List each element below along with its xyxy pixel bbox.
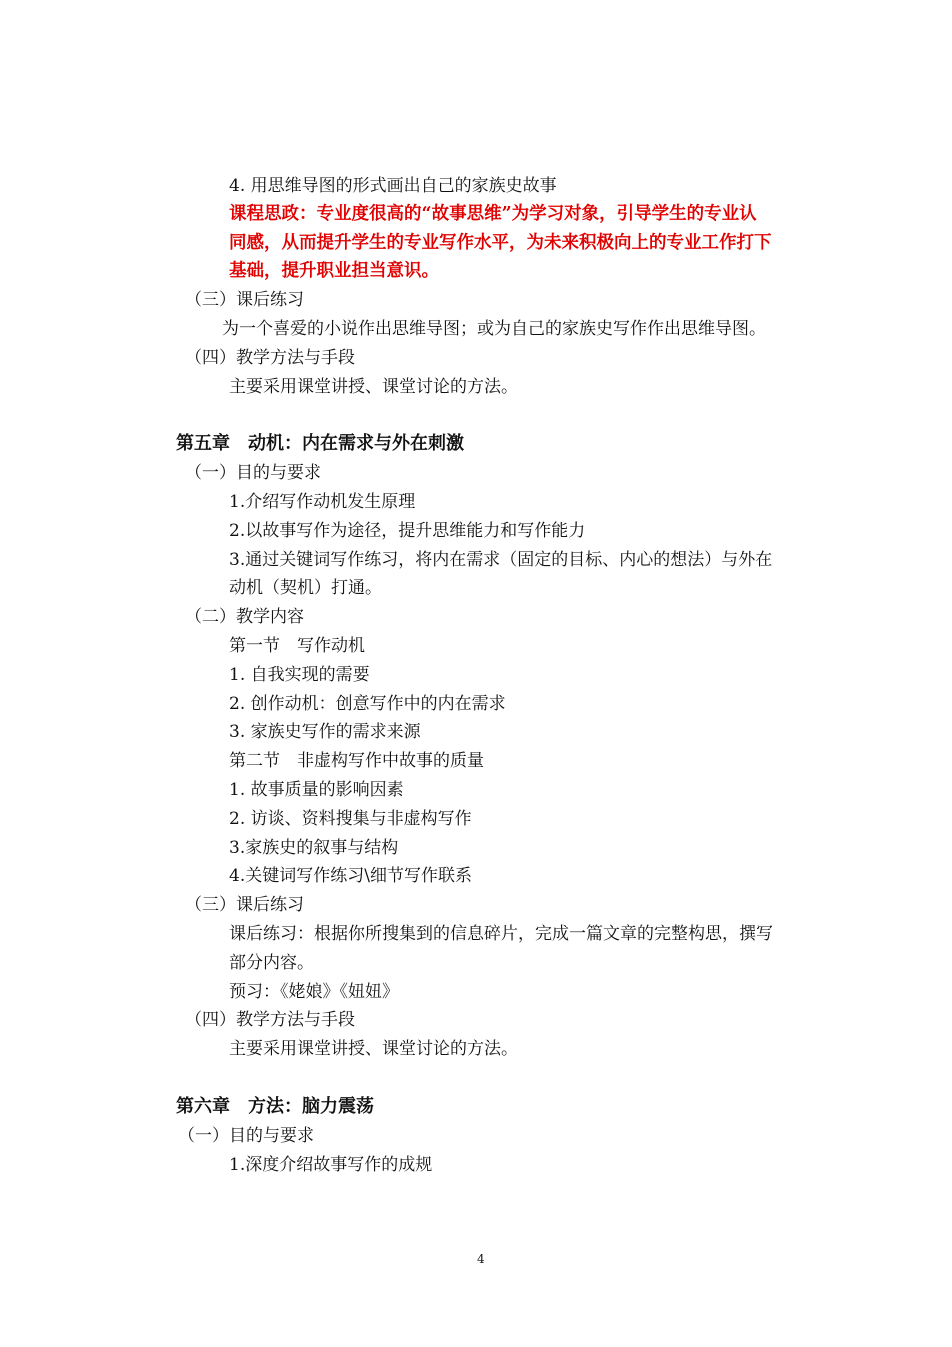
- list-item: 3.通过关键词写作练习，将内在需求（固定的目标、内心的想法）与外在: [229, 550, 773, 570]
- section-heading: （二）教学内容: [185, 607, 304, 627]
- body-text: 主要采用课堂讲授、课堂讨论的方法。: [229, 377, 518, 397]
- chapter-title: 第五章 动机：内在需求与外在刺激: [176, 433, 464, 454]
- body-text: 课后练习：根据你所搜集到的信息碎片，完成一篇文章的完整构思，撰写: [229, 924, 773, 944]
- list-item: 3.家族史的叙事与结构: [229, 838, 399, 858]
- list-item: 1.介绍写作动机发生原理: [229, 492, 416, 512]
- list-item: 1. 故事质量的影响因素: [229, 780, 404, 800]
- body-text: 主要采用课堂讲授、课堂讨论的方法。: [229, 1039, 518, 1059]
- list-item: 4. 用思维导图的形式画出自己的家族史故事: [229, 176, 557, 196]
- ideology-note-line: 同感，从而提升学生的专业写作水平，为未来积极向上的专业工作打下: [229, 233, 772, 253]
- body-text: 预习：《姥娘》《妞妞》: [229, 982, 399, 1002]
- list-item: 1.深度介绍故事写作的成规: [229, 1155, 433, 1175]
- list-item: 3. 家族史写作的需求来源: [229, 722, 421, 742]
- section-heading: （一）目的与要求: [178, 1126, 314, 1146]
- section-heading: （四）教学方法与手段: [185, 1010, 355, 1030]
- list-item: 动机（契机）打通。: [229, 578, 382, 598]
- section-heading: （四）教学方法与手段: [185, 348, 355, 368]
- section-heading: （一）目的与要求: [185, 463, 321, 483]
- body-text: 为一个喜爱的小说作出思维导图；或为自己的家族史写作作出思维导图。: [222, 319, 766, 339]
- subsection-title: 第二节 非虚构写作中故事的质量: [229, 751, 484, 771]
- section-heading: （三）课后练习: [185, 895, 304, 915]
- list-item: 2.以故事写作为途径，提升思维能力和写作能力: [229, 521, 586, 541]
- ideology-note-line: 课程思政：专业度很高的“故事思维”为学习对象，引导学生的专业认: [229, 204, 757, 224]
- body-text: 部分内容。: [229, 953, 314, 973]
- list-item: 2. 访谈、资料搜集与非虚构写作: [229, 809, 472, 829]
- list-item: 4.关键词写作练习\细节写作联系: [229, 866, 472, 886]
- ideology-note-line: 基础，提升职业担当意识。: [229, 261, 439, 281]
- page-number: 4: [477, 1252, 485, 1266]
- list-item: 2. 创作动机：创意写作中的内在需求: [229, 694, 506, 714]
- subsection-title: 第一节 写作动机: [229, 636, 365, 656]
- chapter-title: 第六章 方法：脑力震荡: [176, 1096, 374, 1117]
- section-heading: （三）课后练习: [185, 290, 304, 310]
- list-item: 1. 自我实现的需要: [229, 665, 370, 685]
